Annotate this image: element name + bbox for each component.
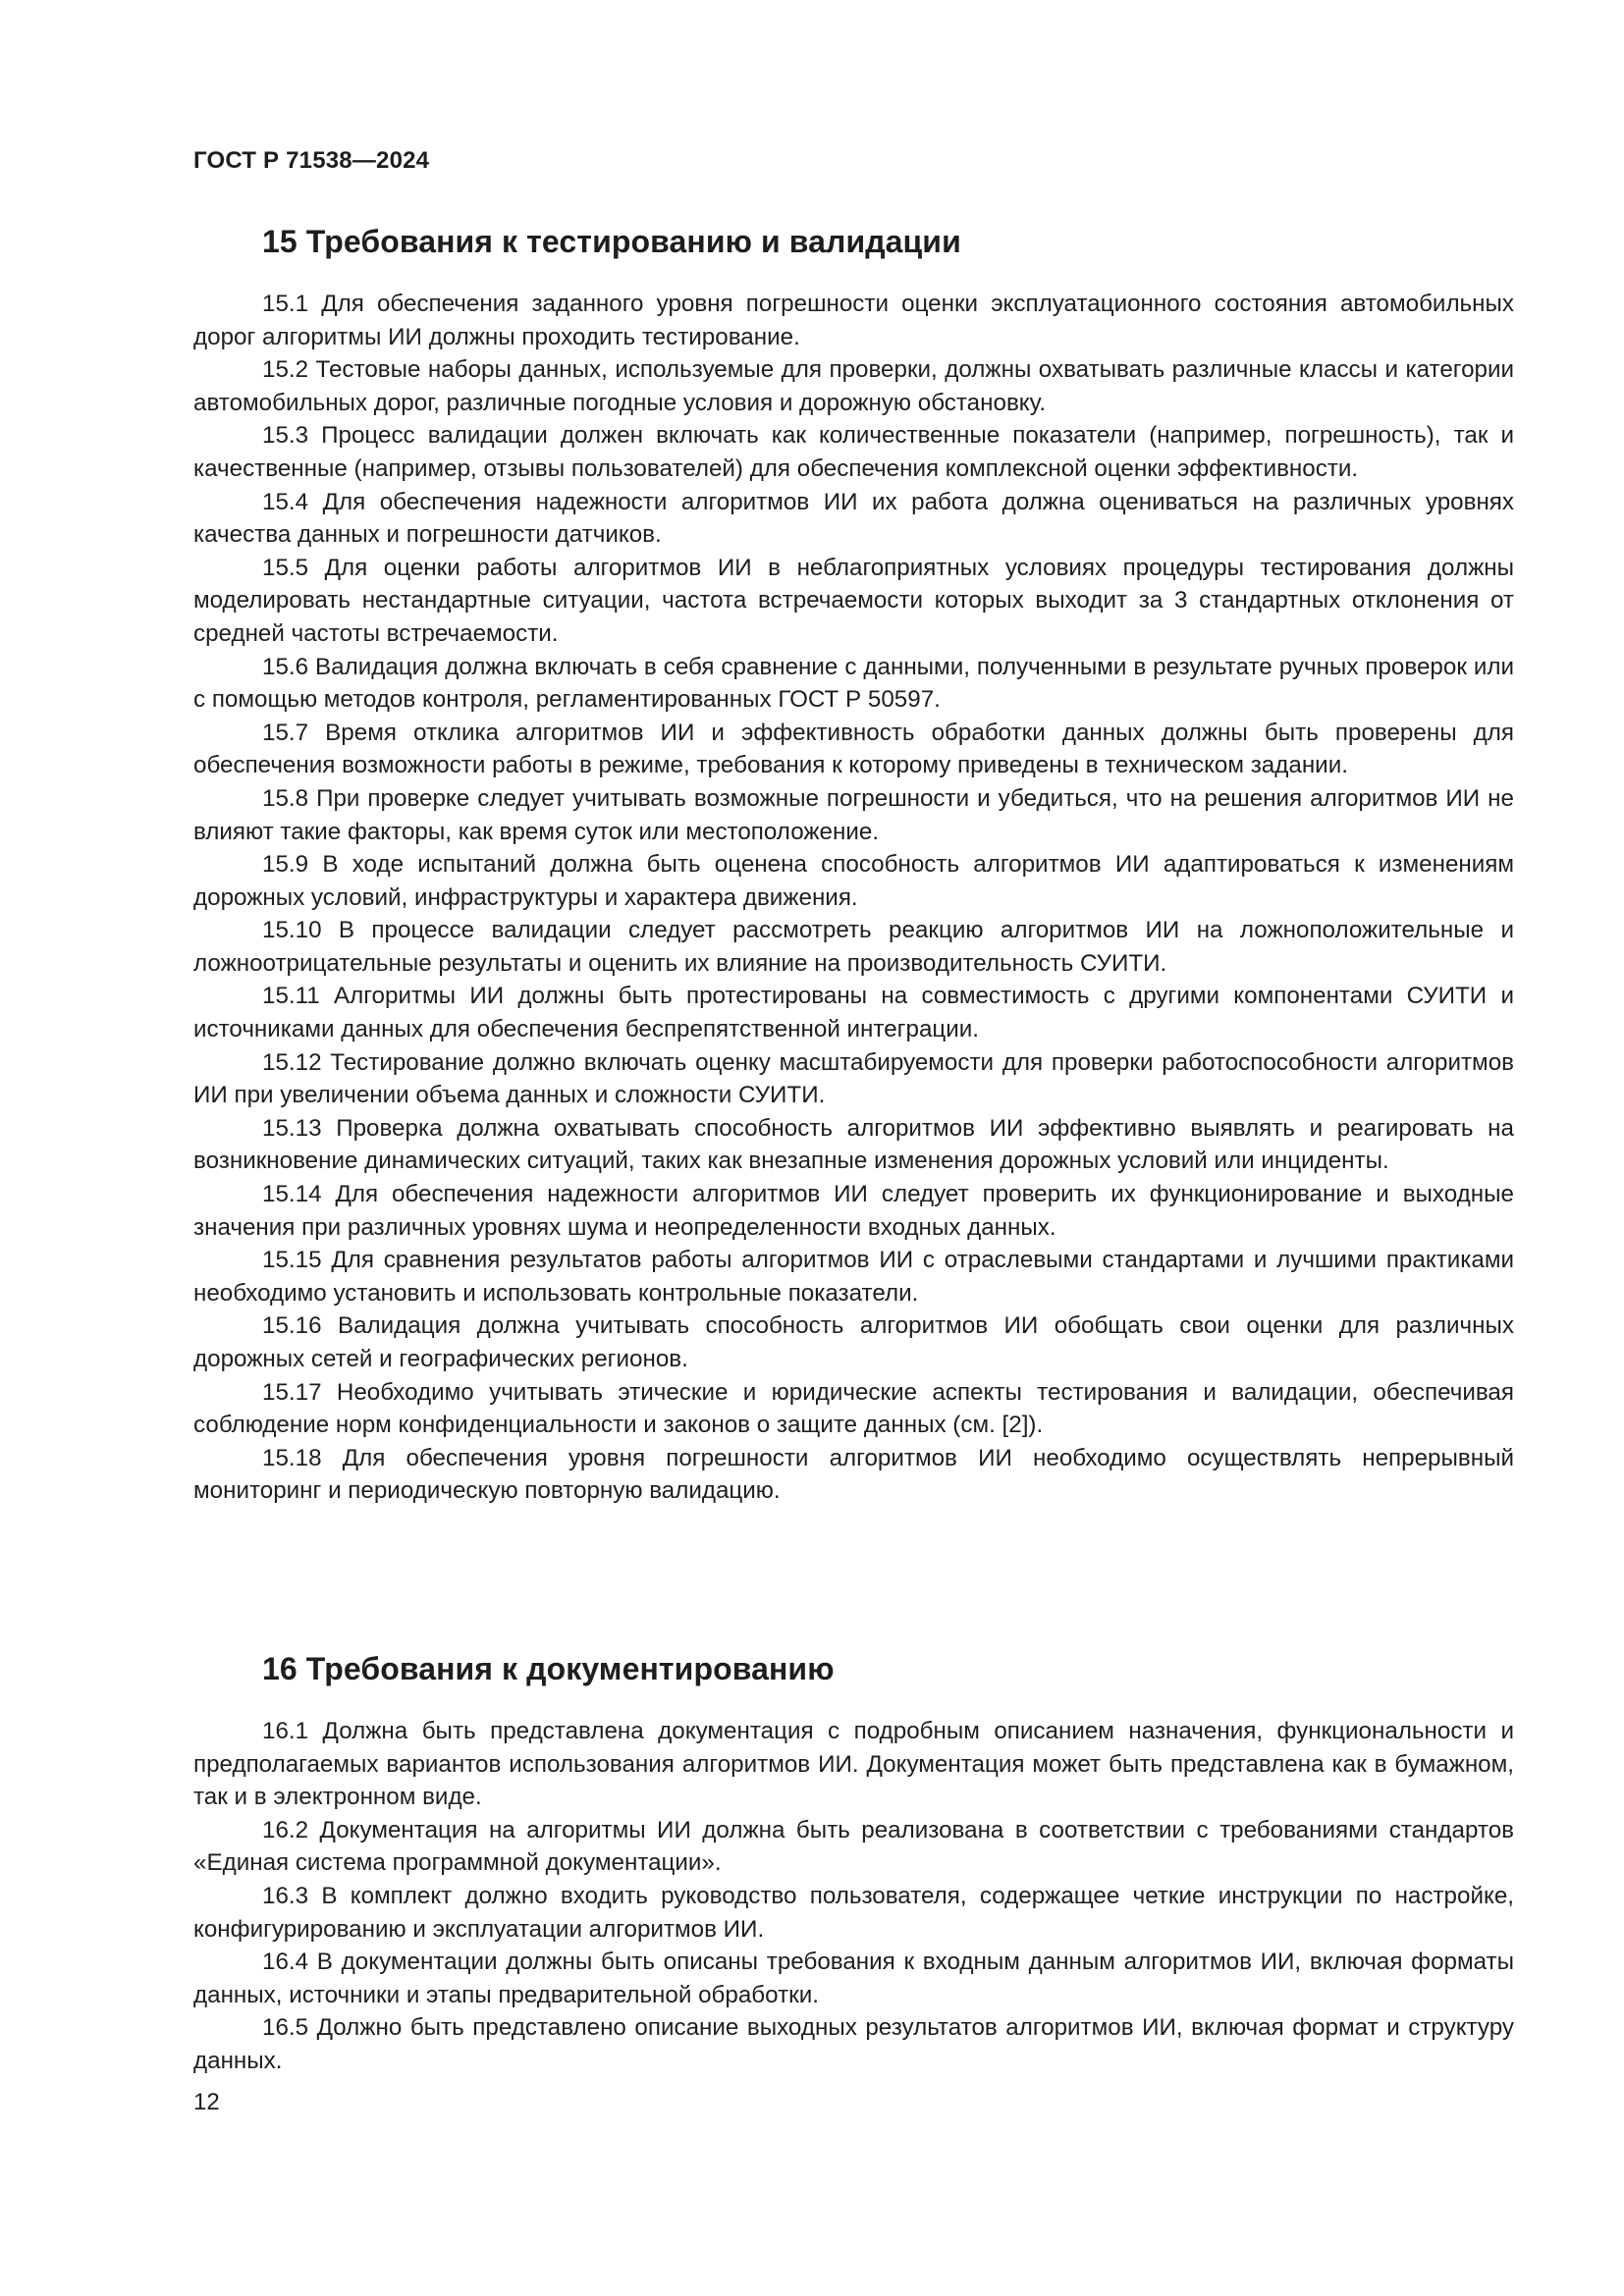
paragraph-15-8: 15.8 При проверке следует учитывать возможные погрешности и убедиться, что на решения алгоритмов ИИ не влияют такие факторы, как время суток или местоположение. [193, 784, 1514, 845]
paragraph-16-5: 16.5 Должно быть представлено описание выходных результатов алгоритмов ИИ, включая формат и структуру данных. [193, 2014, 1514, 2074]
paragraph-15-1: 15.1 Для обеспечения заданного уровня погрешности оценки эксплуатационного состояния автомобильных дорог алгоритмы ИИ должны проходить тестирование. [193, 291, 1514, 350]
paragraph-15-17: 15.17 Необходимо учитывать этические и юридические аспекты тестирования и валидации, обеспечивая соблюдение норм конфиденциальности и законов о защите данных (см. [2]). [193, 1378, 1514, 1439]
paragraph-15-4: 15.4 Для обеспечения надежности алгоритмов ИИ их работа должна оцениваться на различных уровнях качества данных и погрешности датчиков. [193, 488, 1514, 549]
paragraph-15-14: 15.14 Для обеспечения надежности алгоритмов ИИ следует проверить их функционирование и выходные значения при различных уровнях шума и неопределенности входных данных. [193, 1181, 1514, 1241]
paragraph-15-15: 15.15 Для сравнения результатов работы алгоритмов ИИ с отраслевыми стандартами и лучшими практиками необходимо установить и использовать контрольные показатели. [193, 1247, 1514, 1307]
paragraph-16-2: 16.2 Документация на алгоритмы ИИ должна быть реализована в соответствии с требованиями стандартов «Единая система программной документации». [193, 1816, 1514, 1877]
paragraph-16-1: 16.1 Должна быть представлена документация с подробным описанием назначения, функциональности и предполагаемых вариантов использования алгоритмов ИИ. Документация может быть представлена как в бумажном, так и в электронном виде. [193, 1718, 1514, 1811]
paragraph-15-5: 15.5 Для оценки работы алгоритмов ИИ в неблагоприятных условиях процедуры тестирования должны моделировать нестандартные ситуации, частота встречаемости которых выходит за 3 стандартных отклонения от средней частоты встречаемости. [193, 554, 1514, 647]
paragraph-15-18: 15.18 Для обеспечения уровня погрешности алгоритмов ИИ необходимо осуществлять непрерывный мониторинг и периодическую повторную валидацию. [193, 1444, 1514, 1505]
paragraph-15-11: 15.11 Алгоритмы ИИ должны быть протестированы на совместимость с другими компонентами СУИТИ и источниками данных для обеспечения беспрепятственной интеграции. [193, 983, 1514, 1043]
paragraph-16-4: 16.4 В документации должны быть описаны требования к входным данным алгоритмов ИИ, включая форматы данных, источники и этапы предварительной обработки. [193, 1949, 1514, 2008]
paragraph-15-3: 15.3 Процесс валидации должен включать как количественные показатели (например, погрешность), так и качественные (например, отзывы пользователей) для обеспечения комплексной оценки эффективности. [193, 422, 1514, 482]
page-number: 12 [193, 2089, 220, 2115]
paragraph-15-16: 15.16 Валидация должна учитывать способность алгоритмов ИИ обобщать свои оценки для различных дорожных сетей и географических регионов. [193, 1312, 1514, 1372]
section-15-heading: 15 Требования к тестированию и валидации [262, 224, 961, 259]
paragraph-15-2: 15.2 Тестовые наборы данных, используемые для проверки, должны охватывать различные классы и категории автомобильных дорог, различные погодные условия и дорожную обстановку. [193, 356, 1514, 416]
section-16-heading: 16 Требования к документированию [262, 1651, 835, 1686]
section-16-body [193, 1715, 1514, 2078]
paragraph-15-13: 15.13 Проверка должна охватывать способность алгоритмов ИИ эффективно выявлять и реагировать на возникновение динамических ситуаций, таких как внезапные изменения дорожных условий или инциденты. [193, 1114, 1514, 1175]
paragraph-15-9: 15.9 В ходе испытаний должна быть оценена способность алгоритмов ИИ адаптироваться к изменениям дорожных условий, инфраструктуры и характера движения. [193, 851, 1514, 911]
paragraph-15-6: 15.6 Валидация должна включать в себя сравнение с данными, полученными в результате ручных проверок или с помощью методов контроля, регламентированных ГОСТ Р 50597. [193, 653, 1514, 714]
section-15-body [193, 288, 1514, 1508]
paragraph-15-12: 15.12 Тестирование должно включать оценку масштабируемости для проверки работоспособности алгоритмов ИИ при увеличении объема данных и сложности СУИТИ. [193, 1048, 1514, 1109]
paragraph-16-3: 16.3 В комплект должно входить руководство пользователя, содержащее четкие инструкции по настройке, конфигурированию и эксплуатации алгоритмов ИИ. [193, 1882, 1514, 1943]
document-id-header: ГОСТ Р 71538—2024 [193, 147, 430, 174]
paragraph-15-10: 15.10 В процессе валидации следует рассмотреть реакцию алгоритмов ИИ на ложноположительные и ложноотрицательные результаты и оценить их влияние на производительность СУИТИ. [193, 917, 1514, 977]
paragraph-15-7: 15.7 Время отклика алгоритмов ИИ и эффективность обработки данных должны быть проверены для обеспечения возможности работы в режиме, требования к которому приведены в техническом задании. [193, 719, 1514, 779]
